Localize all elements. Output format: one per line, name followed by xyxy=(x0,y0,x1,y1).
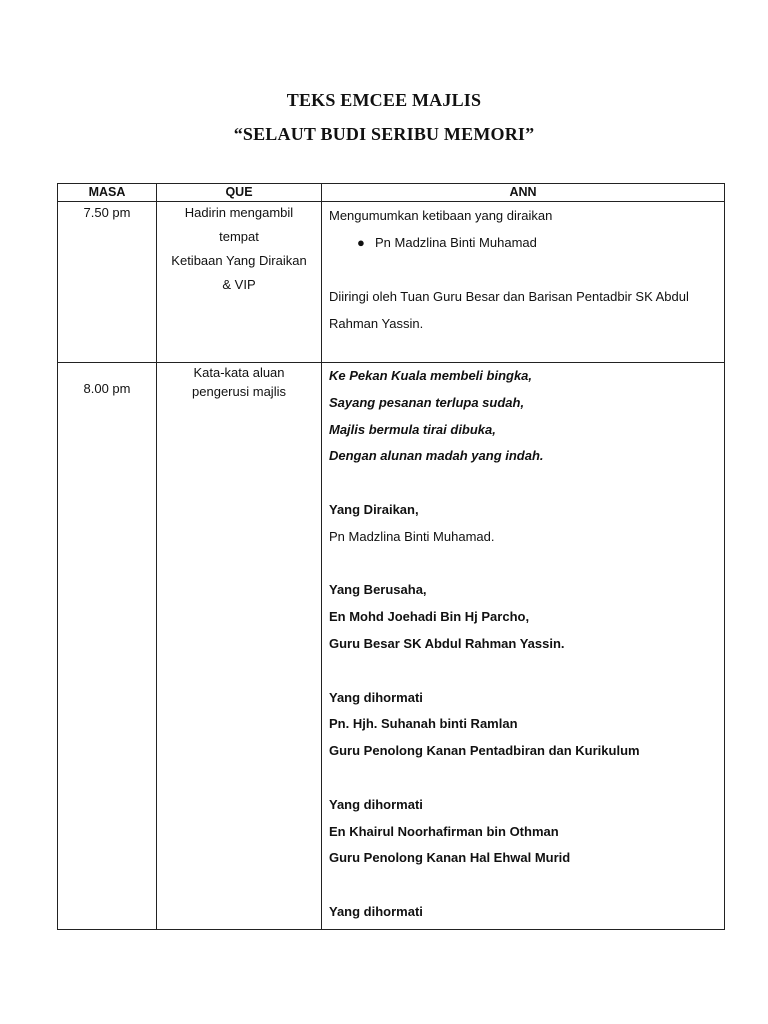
salutation-line: Yang Berusaha, xyxy=(329,582,427,598)
salutation-line: Yang Diraikan, xyxy=(329,501,419,517)
salutation-title: Guru Besar SK Abdul Rahman Yassin. xyxy=(329,635,565,651)
masa-time: 8.00 pm xyxy=(83,381,131,396)
que-line: Ketibaan Yang Diraikan xyxy=(171,253,307,268)
ann-bullet-text: Pn Madzlina Binti Muhamad xyxy=(375,235,537,250)
document-subtitle: “SELAUT BUDI SERIBU MEMORI” xyxy=(233,124,535,144)
masa-time: 7.50 pm xyxy=(83,205,131,220)
emcee-table xyxy=(57,183,725,930)
salutation-name: Pn Madzlina Binti Muhamad. xyxy=(329,528,495,544)
salutation-line: Yang dihormati xyxy=(329,689,423,705)
ann-line: Diiringi oleh Tuan Guru Besar dan Barisan Pentadbir SK Abdul xyxy=(329,288,689,304)
header-ann: ANN xyxy=(322,184,725,202)
header-masa: MASA xyxy=(58,184,157,202)
masa-cell xyxy=(58,363,157,930)
ann-line: Rahman Yassin. xyxy=(329,315,424,331)
que-line: pengerusi majlis xyxy=(192,384,286,399)
que-line: Kata-kata aluan xyxy=(193,365,285,380)
ann-line: Mengumumkan ketibaan yang diraikan xyxy=(329,208,553,223)
table-row xyxy=(58,202,725,363)
bullet-dot-icon: ● xyxy=(357,235,365,250)
document-title: TEKS EMCEE MAJLIS xyxy=(286,90,482,110)
que-line: tempat xyxy=(219,229,259,244)
ann-cell xyxy=(322,202,725,363)
ann-cell xyxy=(322,363,725,930)
salutation-name: En Khairul Noorhafirman bin Othman xyxy=(329,823,559,839)
salutation-line: Yang dihormati xyxy=(329,903,423,919)
salutation-title: Guru Penolong Kanan Hal Ehwal Murid xyxy=(329,850,571,866)
pantun-line: Sayang pesanan terlupa sudah, xyxy=(329,394,525,410)
header-que: QUE xyxy=(157,184,322,202)
salutation-line: Yang dihormati xyxy=(329,796,423,812)
salutation-name: Pn. Hjh. Suhanah binti Ramlan xyxy=(329,716,518,732)
que-line: & VIP xyxy=(222,277,256,292)
pantun-line: Majlis bermula tirai dibuka, xyxy=(329,421,496,437)
salutation-name: En Mohd Joehadi Bin Hj Parcho, xyxy=(329,609,530,625)
salutation-title: Guru Penolong Kanan Pentadbiran dan Kurikulum xyxy=(329,743,640,759)
pantun-line: Dengan alunan madah yang indah. xyxy=(329,448,544,464)
ann-bullet-item xyxy=(329,229,724,256)
que-cell xyxy=(157,202,322,363)
que-cell xyxy=(157,363,322,930)
que-line: Hadirin mengambil xyxy=(184,205,294,220)
pantun-line: Ke Pekan Kuala membeli bingka, xyxy=(329,368,533,383)
table-row xyxy=(58,363,725,930)
masa-cell xyxy=(58,202,157,363)
